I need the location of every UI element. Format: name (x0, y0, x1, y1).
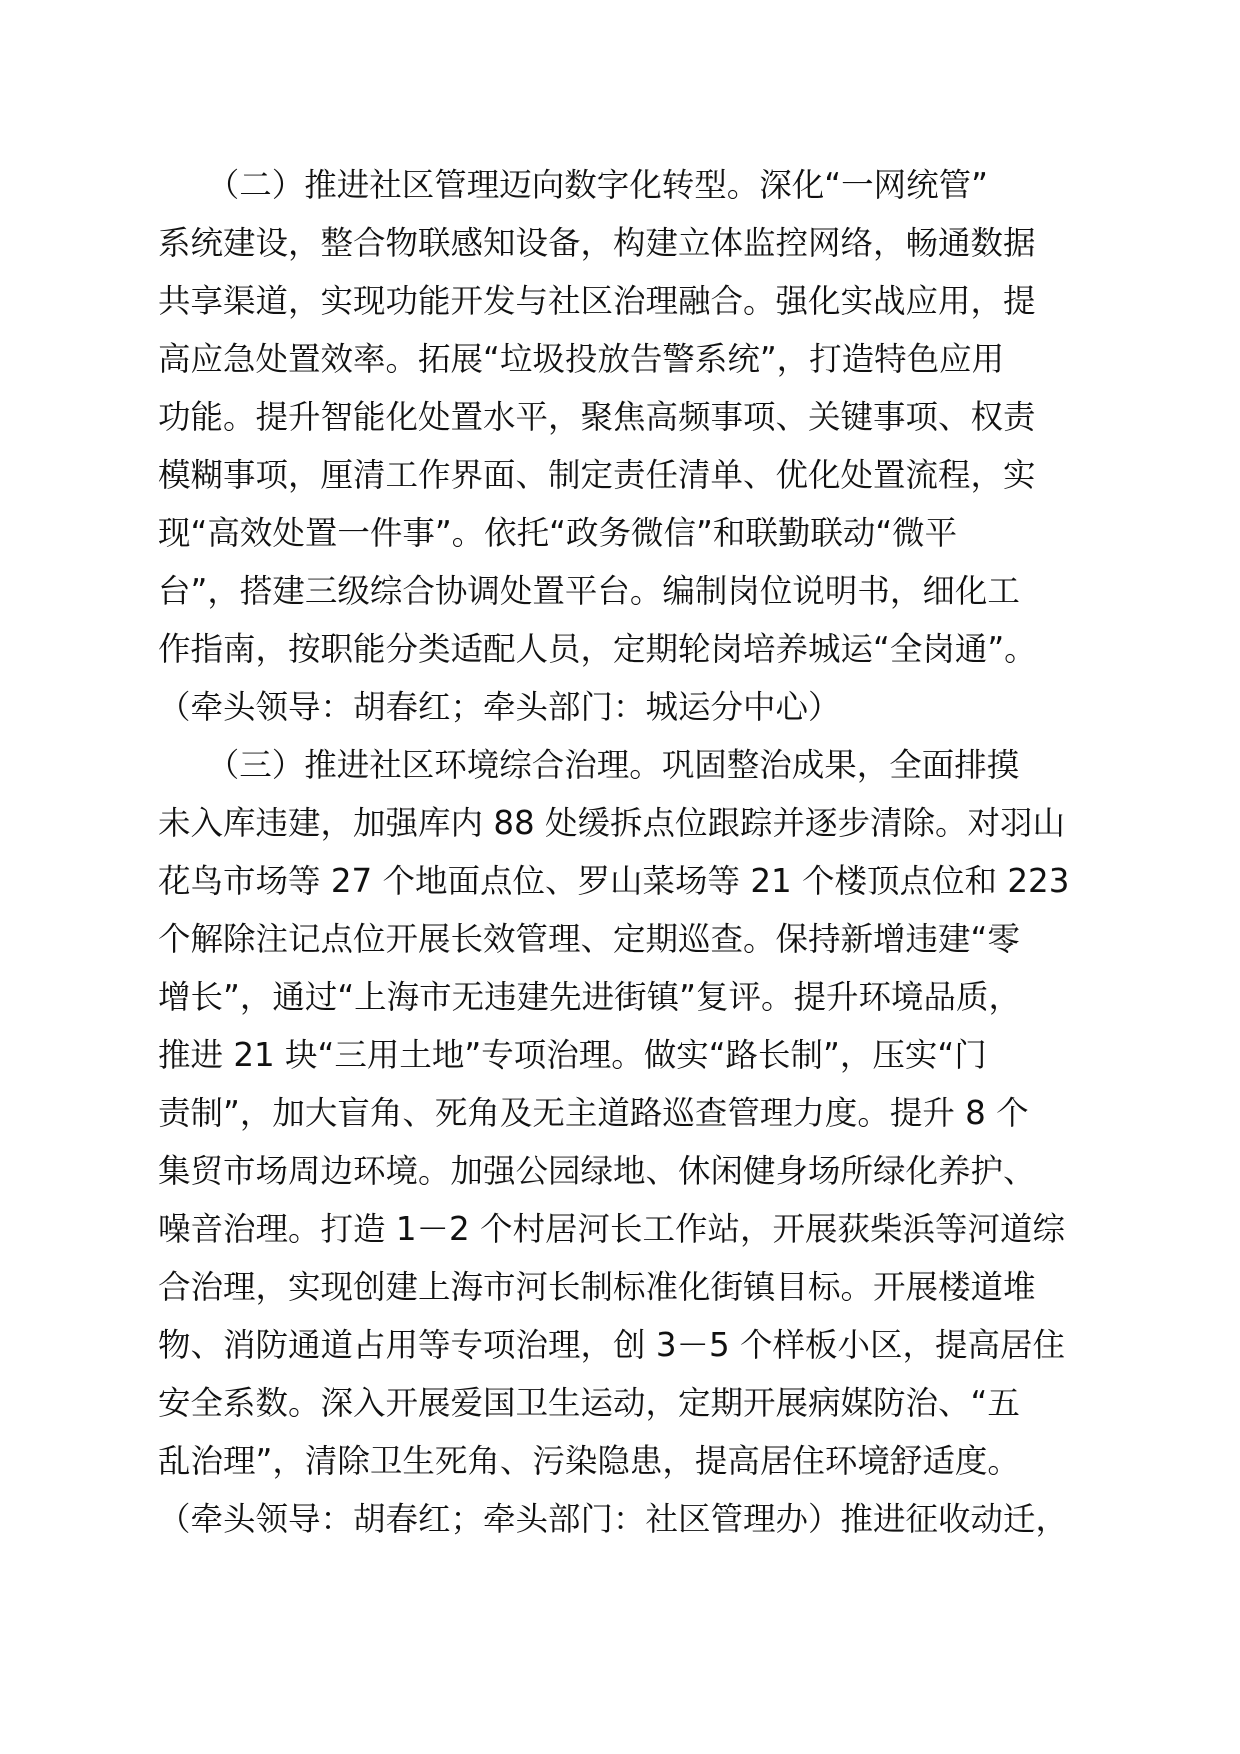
text-line-2: 系统建设，整合物联感知设备，构建立体监控网络，畅通数据 (158, 224, 1036, 262)
text-line-9: 作指南，按职能分类适配人员，定期轮岗培养城运“全岗通”。 (158, 630, 1037, 668)
text-line-7: 现“高效处置一件事”。依托“政务微信”和联勤联动“微平 (158, 514, 958, 552)
text-line-19: 噪音治理。打造 1－2 个村居河长工作站，开展荻柴浜等河道综 (158, 1210, 1066, 1248)
text-line-12: 未入库违建，加强库内 88 处缓拆点位跟踪并逐步清除。对羽山 (158, 804, 1066, 842)
text-line-17: 责制”，加大盲角、死角及无主道路巡查管理力度。提升 8 个 (158, 1094, 1029, 1132)
text-line-16: 推进 21 块“三用土地”专项治理。做实“路长制”，压实“门 (158, 1036, 987, 1074)
text-line-11: （三）推进社区环境综合治理。巩固整治成果，全面排摸 (158, 746, 1020, 784)
text-line-23: 乱治理”，清除卫生死角、污染隐患，提高居住环境舒适度。 (158, 1442, 1020, 1480)
text-line-24: （牵头领导：胡春红；牵头部门：社区管理办）推进征收动迁， (158, 1500, 1069, 1538)
text-line-20: 合治理，实现创建上海市河长制标准化街镇目标。开展楼道堆 (158, 1268, 1036, 1306)
text-line-5: 功能。提升智能化处置水平，聚焦高频事项、关键事项、权责 (158, 398, 1036, 436)
text-line-18: 集贸市场周边环境。加强公园绿地、休闲健身场所绿化养护、 (158, 1152, 1036, 1190)
text-line-6: 模糊事项，厘清工作界面、制定责任清单、优化处置流程，实 (158, 456, 1036, 494)
text-line-15: 增长”，通过“上海市无违建先进街镇”复评。提升环境品质， (158, 978, 1022, 1016)
text-line-1: （二）推进社区管理迈向数字化转型。深化“一网统管” (158, 166, 988, 204)
text-line-22: 安全系数。深入开展爱国卫生运动，定期开展病媒防治、“五 (158, 1384, 1020, 1422)
document-body (158, 156, 1108, 1548)
text-line-4: 高应急处置效率。拓展“垃圾投放告警系统”，打造特色应用 (158, 340, 1005, 378)
text-line-14: 个解除注记点位开展长效管理、定期巡查。保持新增违建“零 (158, 920, 1020, 958)
text-line-13: 花鸟市场等 27 个地面点位、罗山菜场等 21 个楼顶点位和 223 (158, 862, 1070, 900)
text-line-21: 物、消防通道占用等专项治理，创 3－5 个样板小区，提高居住 (158, 1326, 1066, 1364)
text-line-8: 台”，搭建三级综合协调处置平台。编制岗位说明书，细化工 (158, 572, 1020, 610)
text-line-10: （牵头领导：胡春红；牵头部门：城运分中心） (158, 688, 841, 726)
text-line-3: 共享渠道，实现功能开发与社区治理融合。强化实战应用，提 (158, 282, 1036, 320)
